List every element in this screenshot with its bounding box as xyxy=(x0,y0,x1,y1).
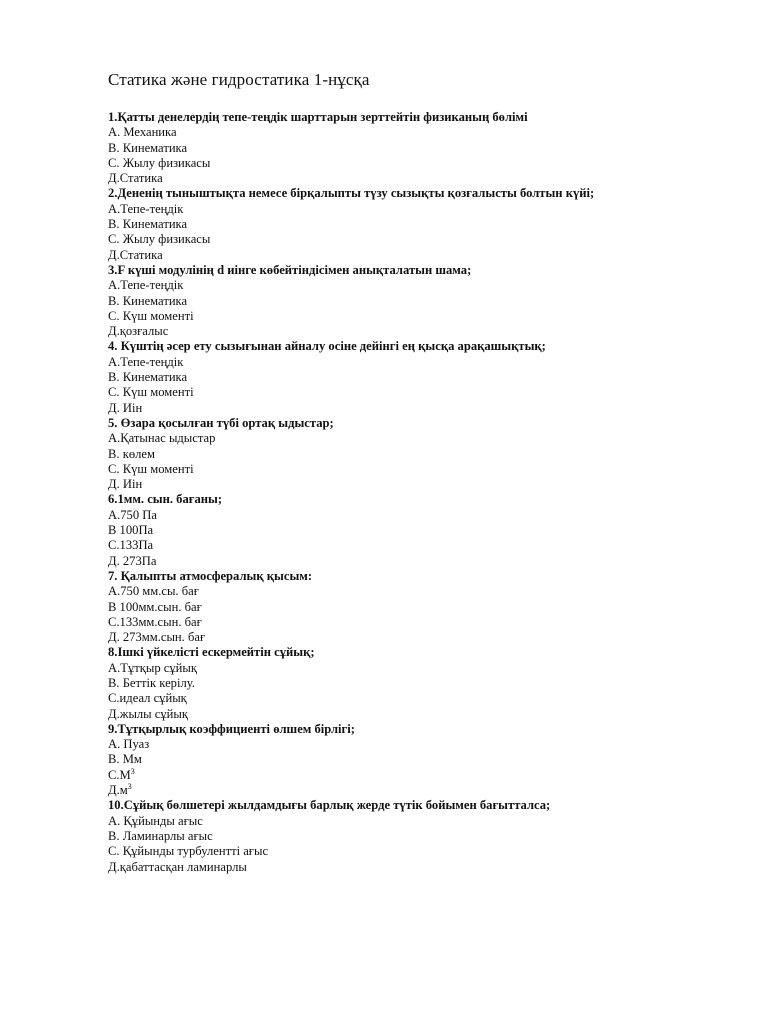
answer-option-a: А.750 Па xyxy=(108,507,157,522)
option-text: Д.м xyxy=(108,783,128,798)
answer-option-d: Д.Статика xyxy=(108,171,163,186)
question-10 xyxy=(108,798,728,874)
question-text: 7. Қалыпты атмосфералық қысым: xyxy=(108,568,313,583)
answer-option-b: В 100мм.сын. бағ xyxy=(108,599,202,614)
answer-option-b: В. көлем xyxy=(108,446,155,461)
answer-option-a: А.Қатынас ыдыстар xyxy=(108,431,216,446)
answer-option-d: Д.қабаттасқан ламинарлы xyxy=(108,859,247,874)
question-7 xyxy=(108,569,728,645)
question-text: 5. Өзара қосылған түбі ортақ ыдыстар; xyxy=(108,415,334,430)
answer-option-b: В. Кинематика xyxy=(108,140,188,155)
question-4 xyxy=(108,339,728,415)
answer-option-d: Д.қозғалыс xyxy=(108,324,169,339)
answer-option-b: В. Ламинарлы ағыс xyxy=(108,828,213,843)
answer-option-d: Д.жылы сұйық xyxy=(108,706,189,721)
question-text: 4. Күштің әсер ету сызығынан айналу осіне дейінгі ең қысқа арақашықтық; xyxy=(108,339,546,354)
answer-option-a: А.Тепе-теңдік xyxy=(108,354,184,369)
question-text: 9.Тұтқырлық коэффициенті өлшем бірлігі; xyxy=(108,721,355,736)
answer-option-c: С. Жылу физикасы xyxy=(108,155,211,170)
answer-option-a: А.Тепе-теңдік xyxy=(108,278,184,293)
answer-option-c: С. Күш моменті xyxy=(108,308,194,323)
answer-option-c: С. Күш моменті xyxy=(108,385,194,400)
answer-option-b: В 100Па xyxy=(108,523,154,538)
answer-option-c: С.идеал сұйық xyxy=(108,691,187,706)
answer-option-b: В. Беттік керілу. xyxy=(108,675,195,690)
answer-option-b: В. Мм xyxy=(108,752,142,767)
question-text: 3.F күші модулінің d иінге көбейтіндісімен анықталатын шама; xyxy=(108,262,472,277)
question-text: 8.Ішкі үйкелісті ескермейтін сұйық; xyxy=(108,645,315,660)
question-3 xyxy=(108,263,728,339)
answer-option-c: С.133мм.сын. бағ xyxy=(108,614,202,629)
answer-option-b: В. Кинематика xyxy=(108,293,188,308)
question-text: 6.1мм. сын. бағаны; xyxy=(108,492,223,507)
question-8 xyxy=(108,645,728,721)
question-5 xyxy=(108,416,728,492)
answer-option-d xyxy=(108,783,728,798)
answer-option-b: В. Кинематика xyxy=(108,217,188,232)
document-page xyxy=(108,70,728,875)
question-text: 1.Қатты денелердің тепе-теңдік шарттарын зерттейтін физиканың бөлімі xyxy=(108,110,528,124)
superscript-exponent: 3 xyxy=(130,766,135,776)
answer-option-c xyxy=(108,768,728,783)
question-2 xyxy=(108,186,728,262)
answer-option-c: С. Жылу физикасы xyxy=(108,232,211,247)
answer-option-d: Д. Иін xyxy=(108,477,143,492)
answer-option-a: А. Құйынды ағыс xyxy=(108,813,203,828)
option-text: С.М xyxy=(108,767,131,782)
question-6 xyxy=(108,492,728,568)
question-1 xyxy=(108,110,728,186)
answer-option-d: Д. Иін xyxy=(108,400,143,415)
answer-option-a: А.Тұтқыр сұйық xyxy=(108,660,197,675)
answer-option-b: В. Кинематика xyxy=(108,370,188,385)
answer-option-a: А.Тепе-теңдік xyxy=(108,201,184,216)
answer-option-d: Д. 273мм.сын. бағ xyxy=(108,630,206,645)
answer-option-c: С. Құйынды турбулентті ағыс xyxy=(108,844,269,859)
answer-option-d: Д. 273Па xyxy=(108,553,157,568)
question-text: 2.Дененің тыныштықта немесе бірқалыпты түзу сызықты қозғалысты болтын күйі; xyxy=(108,186,595,201)
answer-option-a: А. Механика xyxy=(108,125,177,140)
answer-option-c: С. Күш моменті xyxy=(108,461,194,476)
answer-option-c: С.133Па xyxy=(108,538,154,553)
answer-option-a: А.750 мм.сы. бағ xyxy=(108,584,199,599)
superscript-exponent: 3 xyxy=(127,782,132,792)
answer-option-a: А. Пуаз xyxy=(108,737,150,752)
question-text: 10.Сұйық бөлшетері жылдамдығы барлық жерде түтік бойымен бағытталса; xyxy=(108,798,551,813)
question-9 xyxy=(108,722,728,798)
answer-option-d: Д.Статика xyxy=(108,247,163,262)
document-title: Статика және гидростатика 1-нұсқа xyxy=(108,70,370,89)
